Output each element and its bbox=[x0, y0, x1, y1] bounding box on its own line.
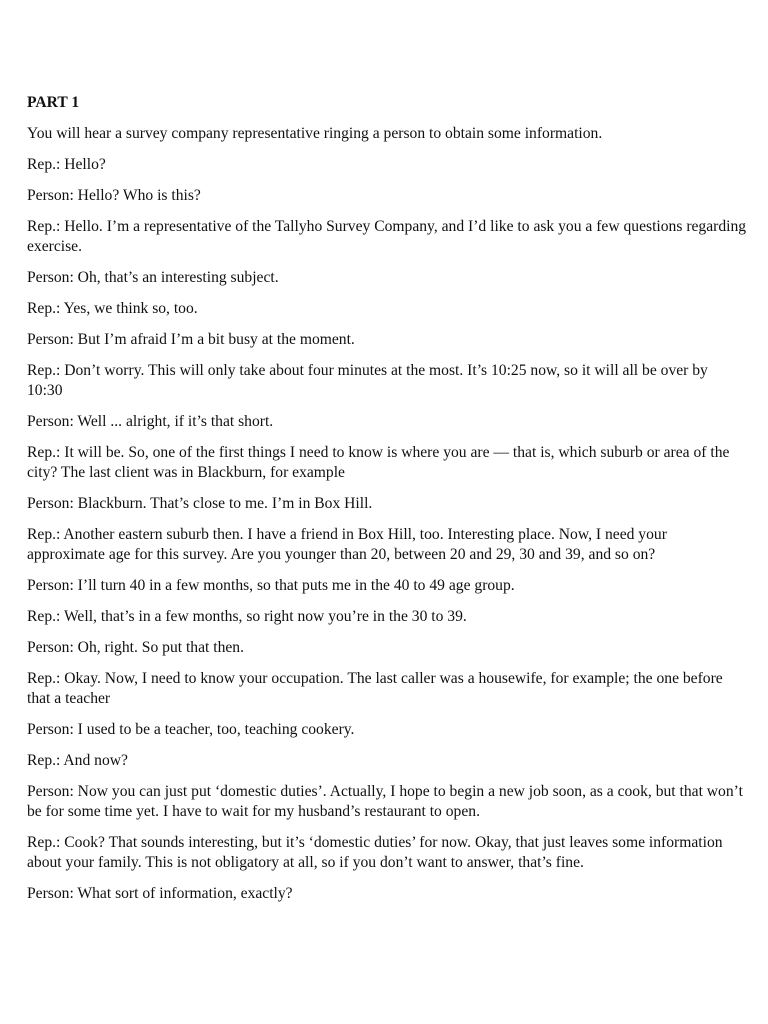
dialogue-line: Rep.: Don’t worry. This will only take about four minutes at the most. It’s 10:25 now, so it will all be over by 10:30 bbox=[27, 362, 708, 399]
dialogue-line: Person: I used to be a teacher, too, teaching cookery. bbox=[27, 721, 355, 738]
dialogue-line: Person: Now you can just put ‘domestic duties’. Actually, I hope to begin a new job soon, as a cook, but that won’t be for some time yet. I have to wait for my husband’s restaurant to open. bbox=[27, 783, 743, 820]
dialogue-line: Rep.: Another eastern suburb then. I have a friend in Box Hill, too. Interesting place. Now, I need your approximate age for this survey. Are you younger than 20, between 20 and 29, 30 and 39, and so on? bbox=[27, 526, 667, 563]
dialogue-line: Person: But I’m afraid I’m a bit busy at the moment. bbox=[27, 331, 355, 348]
dialogue-line: Person: Well ... alright, if it’s that short. bbox=[27, 413, 274, 430]
dialogue-line: Person: What sort of information, exactly? bbox=[27, 885, 293, 902]
dialogue-line: Rep.: Okay. Now, I need to know your occupation. The last caller was a housewife, for example; the one before that a teacher bbox=[27, 670, 723, 707]
dialogue-line: Person: I’ll turn 40 in a few months, so that puts me in the 40 to 49 age group. bbox=[27, 577, 515, 594]
dialogue-line: Rep.: Cook? That sounds interesting, but it’s ‘domestic duties’ for now. Okay, that just leaves some information about your family. This is not obligatory at all, so if you don’t want to answer, that’s fine. bbox=[27, 834, 723, 871]
dialogue-line: Person: Oh, that’s an interesting subject. bbox=[27, 269, 279, 286]
document-page bbox=[27, 93, 747, 915]
dialogue-line: Rep.: Well, that’s in a few months, so right now you’re in the 30 to 39. bbox=[27, 608, 467, 625]
dialogue-line: Person: Blackburn. That’s close to me. I’m in Box Hill. bbox=[27, 495, 373, 512]
dialogue-line: Rep.: And now? bbox=[27, 752, 128, 769]
dialogue-line: Rep.: Yes, we think so, too. bbox=[27, 300, 198, 317]
dialogue-line: Rep.: It will be. So, one of the first things I need to know is where you are — that is, which suburb or area of the city? The last client was in Blackburn, for example bbox=[27, 444, 730, 481]
intro-paragraph: You will hear a survey company representative ringing a person to obtain some information. bbox=[27, 125, 603, 142]
dialogue-line: Rep.: Hello. I’m a representative of the Tallyho Survey Company, and I’d like to ask you a few questions regarding exercise. bbox=[27, 218, 747, 255]
section-heading: PART 1 bbox=[27, 94, 80, 111]
dialogue-line: Rep.: Hello? bbox=[27, 156, 106, 173]
dialogue-line: Person: Hello? Who is this? bbox=[27, 187, 201, 204]
dialogue-line: Person: Oh, right. So put that then. bbox=[27, 639, 245, 656]
